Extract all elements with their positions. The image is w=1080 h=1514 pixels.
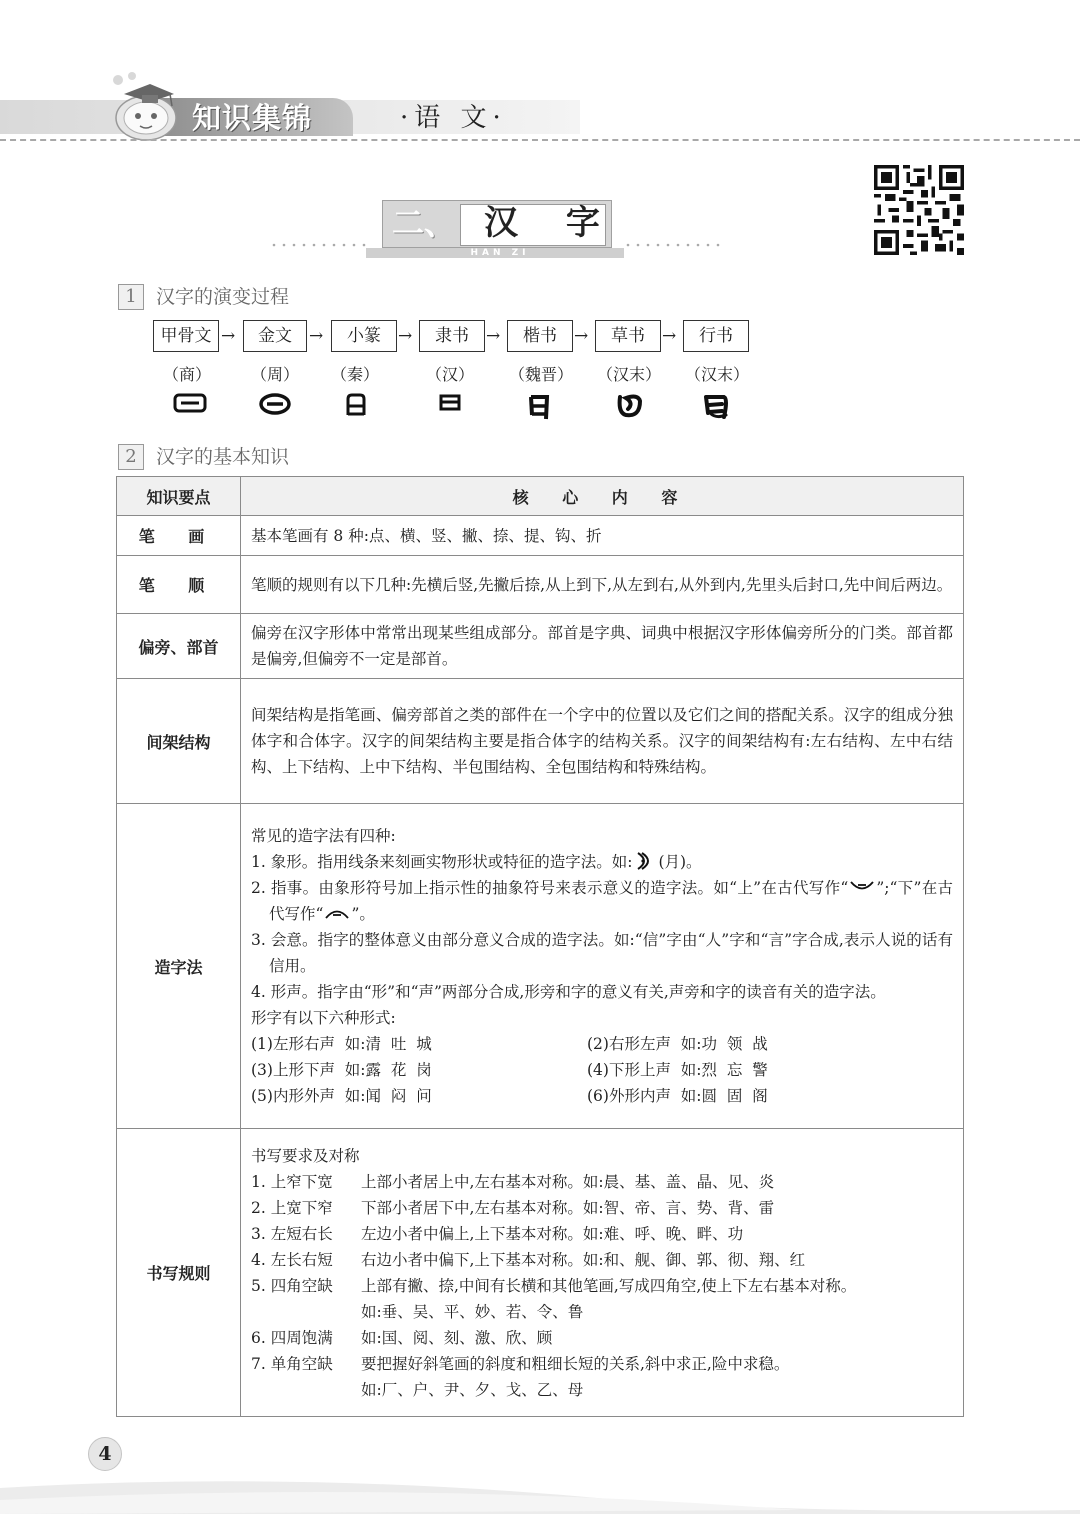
rule-label: 7. 单角空缺 (251, 1354, 333, 1373)
glyph-cursive-icon (614, 391, 646, 421)
form-item: (6)外形内声 如:圆 固 阁 (587, 1087, 768, 1105)
formation-ideograph: 3. 会意。指字的整体意义由部分意义合成的造字法。如:“信”字由“人”字和“言”字合成,表示人说的话有信用。 (251, 931, 953, 975)
qr-code-icon (874, 165, 964, 255)
forms-row (251, 1031, 953, 1057)
subject-label: ·语 文· (400, 103, 507, 133)
rule-text: 右边小者中偏下,上下基本对称。如:和、舰、御、郭、彻、翔、红 (361, 1250, 806, 1269)
era-shang: （商） (162, 365, 211, 384)
table-row-writing (117, 1129, 964, 1417)
form-item: (5)内形外声 如:闻 闷 问 (251, 1087, 432, 1105)
header-divider (0, 139, 1080, 141)
stage-cursive: 草书 (595, 320, 661, 352)
row-label-writing: 书写规则 (117, 1129, 241, 1417)
knowledge-table (116, 476, 964, 1417)
row-label-formation: 造字法 (117, 804, 241, 1129)
forms-intro: 形字有以下六种形式: (251, 1009, 396, 1027)
era-wei-jin: （魏晋） (508, 365, 573, 384)
subsection-title: 汉字的演变过程 (156, 286, 290, 308)
formation-indicative (251, 875, 953, 927)
moon-pictograph-icon (632, 851, 658, 871)
stage-regular: 楷书 (507, 320, 573, 352)
formation-phonogram: 4. 形声。指字由“形”和“声”两部分合成,形旁和字的意义有关,声旁和字的读音有关的造字法。 (251, 983, 886, 1001)
row-label-radical: 偏旁、部首 (117, 614, 241, 679)
rule-label: 3. 左短右长 (251, 1224, 333, 1243)
row-label-order: 笔 顺 (117, 556, 241, 614)
flow-arrow: → (486, 326, 501, 346)
table-row-order (117, 556, 964, 614)
stage-oracle-bone: 甲骨文 (153, 320, 219, 352)
indicative-text: 2. 指事。由象形符号加上指示性的抽象符号来表示意义的造字法。如“上”在古代写作“ (251, 879, 849, 897)
stage-bronze: 金文 (243, 320, 307, 352)
indicative-end: ”。 (351, 905, 375, 923)
row-content-stroke: 基本笔画有 8 种:点、横、竖、撇、捺、提、钩、折 (241, 516, 964, 556)
stage-clerical: 隶书 (419, 320, 485, 352)
writing-intro: 书写要求及对称 (251, 1146, 360, 1165)
table-header-row (117, 477, 964, 516)
section-title: 汉 字 (484, 203, 618, 243)
mascot-graduate-icon (104, 70, 188, 142)
table-row-radical (117, 614, 964, 679)
stage-running: 行书 (683, 320, 749, 352)
formation-intro: 常见的造字法有四种: (251, 827, 396, 845)
glyph-running-icon (700, 391, 732, 421)
pictograph-example: (月)。 (658, 853, 702, 871)
writing-rule (251, 1351, 953, 1377)
section-pinyin: HAN ZI (470, 248, 530, 258)
formation-pictograph (251, 849, 953, 875)
writing-rule (251, 1169, 953, 1195)
rule-text: 上部有撇、捺,中间有长横和其他笔画,写成四角空,使上下左右基本对称。 (361, 1276, 857, 1295)
form-item: (2)右形左声 如:功 领 战 (587, 1035, 768, 1053)
rule-label: 1. 上窄下宽 (251, 1172, 333, 1191)
writing-rule-example (251, 1299, 953, 1325)
rule-label: 2. 上宽下窄 (251, 1198, 333, 1217)
writing-rule (251, 1273, 953, 1299)
ancient-shang-icon (848, 879, 876, 895)
page-number: 4 (88, 1437, 122, 1471)
writing-rule (251, 1221, 953, 1247)
era-late-han-running: （汉末） (684, 365, 749, 384)
glyph-bronze-icon (258, 391, 292, 417)
table-row-stroke (117, 516, 964, 556)
writing-rule (251, 1195, 953, 1221)
table-row-structure (117, 679, 964, 804)
flow-arrow: → (662, 326, 677, 346)
rule-label (251, 1377, 361, 1403)
rule-label: 4. 左长右短 (251, 1250, 333, 1269)
row-content-formation (241, 804, 964, 1129)
footer-swoosh (0, 1470, 1080, 1514)
rule-text: 上部小者居上中,左右基本对称。如:晨、基、盖、晶、见、炎 (361, 1172, 775, 1191)
series-title: 知识集锦 (192, 101, 313, 135)
subsection-number: 1 (118, 284, 144, 310)
era-han: （汉） (425, 365, 474, 384)
row-label-structure: 间架结构 (117, 679, 241, 804)
forms-row (251, 1057, 953, 1083)
rule-text: 如:垂、吴、平、妙、若、令、鲁 (361, 1302, 584, 1321)
glyph-oracle-icon (172, 391, 208, 415)
subsection-title: 汉字的基本知识 (156, 446, 290, 468)
rule-label: 6. 四周饱满 (251, 1328, 333, 1347)
writing-rule (251, 1247, 953, 1273)
writing-rule-example (251, 1377, 953, 1403)
header-key-points: 知识要点 (117, 477, 241, 516)
flow-arrow: → (398, 326, 413, 346)
glyph-clerical-icon (436, 391, 464, 415)
row-content-structure: 间架结构是指笔画、偏旁部首之类的部件在一个字中的位置以及它们之间的搭配关系。汉字的组成分独体字和合体字。汉字的间架结构主要是指合体字的结构关系。汉字的间架结构有:左右结构、左中右结构、上下结构、上中下结构、半包围结构、全包围结构和特殊结构。 (241, 679, 964, 804)
rule-text: 如:国、阅、刻、激、欣、顾 (361, 1328, 553, 1347)
rule-text: 如:厂、户、尹、夕、戈、乙、母 (361, 1380, 584, 1399)
row-label-stroke: 笔 画 (117, 516, 241, 556)
rule-text: 下部小者居下中,左右基本对称。如:智、帝、言、势、背、雷 (361, 1198, 775, 1217)
header-core-content: 核 心 内 容 (241, 477, 964, 516)
indicative-middle: ”;“下”在古代写作“ (269, 879, 953, 923)
form-item: (4)下形上声 如:烈 忘 警 (587, 1061, 768, 1079)
rule-text: 左边小者中偏上,上下基本对称。如:难、呼、晚、畔、功 (361, 1224, 744, 1243)
forms-row (251, 1083, 953, 1109)
flow-arrow: → (309, 326, 324, 346)
flow-arrow: → (221, 326, 236, 346)
section-number: 二、 (392, 204, 457, 242)
glyph-seal-icon (342, 391, 370, 419)
rule-text: 要把握好斜笔画的斜度和粗细长短的关系,斜中求正,险中求稳。 (361, 1354, 790, 1373)
table-row-formation (117, 804, 964, 1129)
section-dots-left (270, 243, 370, 247)
era-late-han-cursive: （汉末） (596, 365, 661, 384)
glyph-regular-icon (524, 391, 554, 425)
era-qin: （秦） (330, 365, 379, 384)
rule-label (251, 1299, 361, 1325)
rule-label: 5. 四角空缺 (251, 1276, 333, 1295)
ancient-xia-icon (323, 905, 351, 921)
subsection-number: 2 (118, 444, 144, 470)
form-item: (1)左形右声 如:清 吐 城 (251, 1035, 432, 1053)
form-item: (3)上形下声 如:露 花 岗 (251, 1061, 432, 1079)
pictograph-text: 1. 象形。指用线条来刻画实物形状或特征的造字法。如: (251, 853, 633, 871)
row-content-writing (241, 1129, 964, 1417)
stage-small-seal: 小篆 (331, 320, 397, 352)
era-zhou: （周） (250, 365, 299, 384)
row-content-order: 笔顺的规则有以下几种:先横后竖,先撇后捺,从上到下,从左到右,从外到内,先里头后封口,先中间后两边。 (241, 556, 964, 614)
flow-arrow: → (574, 326, 589, 346)
row-content-radical: 偏旁在汉字形体中常常出现某些组成部分。部首是字典、词典中根据汉字形体偏旁所分的门类。部首都是偏旁,但偏旁不一定是部首。 (241, 614, 964, 679)
section-dots-right (622, 243, 722, 247)
writing-rule (251, 1325, 953, 1351)
